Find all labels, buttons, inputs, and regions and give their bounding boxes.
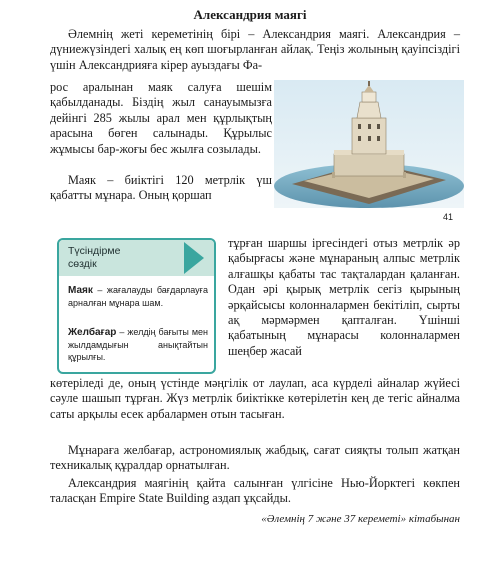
paragraph-empire-state: Александрия маягінің қайта салынған үлгісіне Нью-Йорктегі көкпен таласқан Empire State Building аздап ұқсайды. [50,476,460,506]
glossary-definition: – жағалауды бағдарлауға арналған мұнара шам. [68,285,208,308]
source-citation: «Әлемнің 7 және 37 кереметі» кітабынан [261,513,460,525]
paragraph-intro: Әлемнің жеті кереметінің бірі – Александрия маягі. Александрия – дүниежүзіндегі халық ең көп шоғырланған айлақ. Теңіз жолының қауіпсіздігі үшін Александрияға кірер ауыздағы Фа- [50,27,460,72]
glossary-term: Маяк [68,285,93,296]
page-number: 41 [443,212,454,222]
glossary-box [57,238,216,374]
glossary-entry-zhelbagar [68,326,208,363]
glossary-term: Желбағар [68,327,117,338]
glossary-definition: – желдің бағыты мен жылдамдығын анықтайтын құрылғы. [68,327,208,362]
paragraph-tower-end: көтеріледі де, оның үстінде мәңгілік от лаулап, аса күрделі айналар жүйесі сәуле шашып тұрған. Жүз метрлік биіктікке көтерілетін кең де тегіс айналма саты арқылы есек арбалармен отын тасыған. [50,376,460,421]
glossary-header [59,240,214,276]
arrow-icon [184,242,204,274]
paragraph-tower-continued: тұрған шаршы іргесіндегі отыз метрлік әр қабырғасы және мұнараның алпыс метрлік алғашқы қабаты тас тақталардан қаланған. Одан әрі қырық метрлік сегіз қырының әрқайсысы колонналармен бекітіліп, сырты ақ мәрмәрмен қапталған. Үшінші қабатының мұнарасы колонналармен шеңбер жасай [228,236,460,358]
paragraph-intro-continued: рос аралынан маяк салуға шешім қабылданады. Біздің жыл санауымызға дейінгі 285 жылы арал мен құрлықтың арасына бөген салынады. Құрылыс жұмысы бар-жоғы бес жылға созылады. [50,80,272,156]
paragraph-instruments: Мұнараға желбағар, астрономиялық жабдық, сағат сияқты толып жатқан техникалық құралдар орнатылған. [50,443,460,473]
lighthouse-illustration [274,80,464,208]
page-title: Александрия маягі [193,7,307,22]
glossary-entry-mayak [68,284,208,309]
glossary-header-text: Түсіндірме сөздік [68,245,121,270]
paragraph-tower-start: Маяк – биіктігі 120 метрлік үш қабатты мұнара. Оның қоршап [50,173,272,203]
